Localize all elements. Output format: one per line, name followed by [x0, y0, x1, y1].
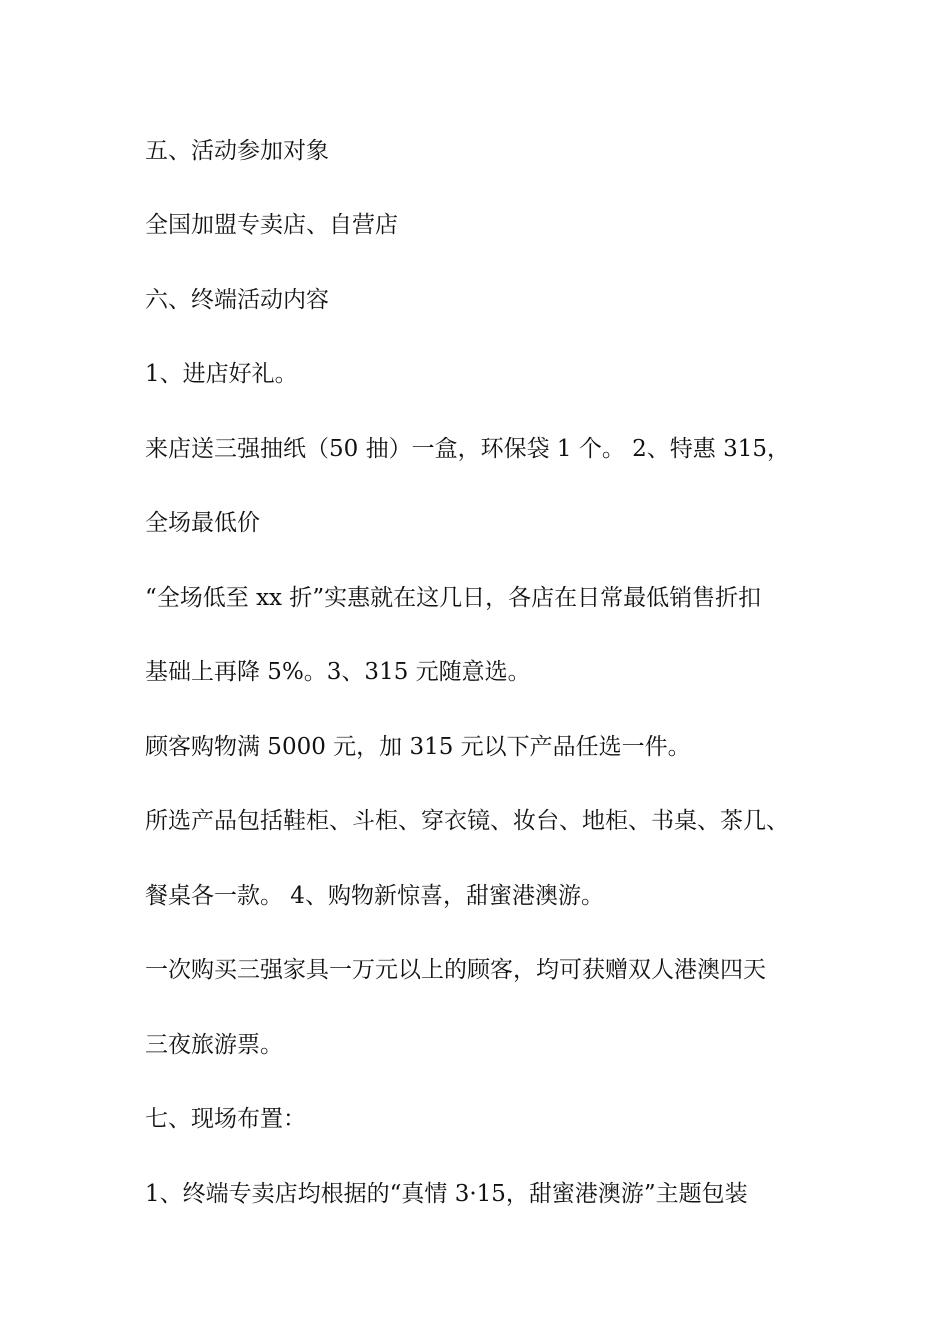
paragraph-line: 一次购买三强家具一万元以上的顾客，均可获赠双人港澳四天: [145, 957, 766, 983]
paragraph-line: 三夜旅游票。: [145, 1032, 283, 1058]
paragraph-line: 全国加盟专卖店、自营店: [145, 212, 398, 238]
paragraph-line: 基础上再降 5%。3、315 元随意选。: [145, 659, 531, 685]
paragraph-line: 来店送三强抽纸（50 抽）一盒，环保袋 1 个。 2、特惠 315，: [145, 436, 790, 462]
paragraph-line: 所选产品包括鞋柜、斗柜、穿衣镜、妆台、地柜、书桌、茶几、: [145, 808, 789, 834]
paragraph-line: 餐桌各一款。 4、购物新惊喜，甜蜜港澳游。: [145, 883, 604, 909]
paragraph-line: 顾客购物满 5000 元，加 315 元以下产品任选一件。: [145, 734, 691, 760]
paragraph-line: “全场低至 xx 折”实惠就在这几日，各店在日常最低销售折扣: [145, 585, 762, 611]
section-heading-setup: 七、现场布置：: [145, 1106, 306, 1132]
paragraph-line: 1、终端专卖店均根据的“真情 3·15，甜蜜港澳游”主题包装: [145, 1181, 748, 1207]
section-heading-activities: 六、终端活动内容: [145, 287, 329, 313]
list-item-heading: 1、进店好礼。: [145, 361, 298, 387]
paragraph-line: 全场最低价: [145, 510, 260, 536]
section-heading-participants: 五、活动参加对象: [145, 138, 329, 164]
